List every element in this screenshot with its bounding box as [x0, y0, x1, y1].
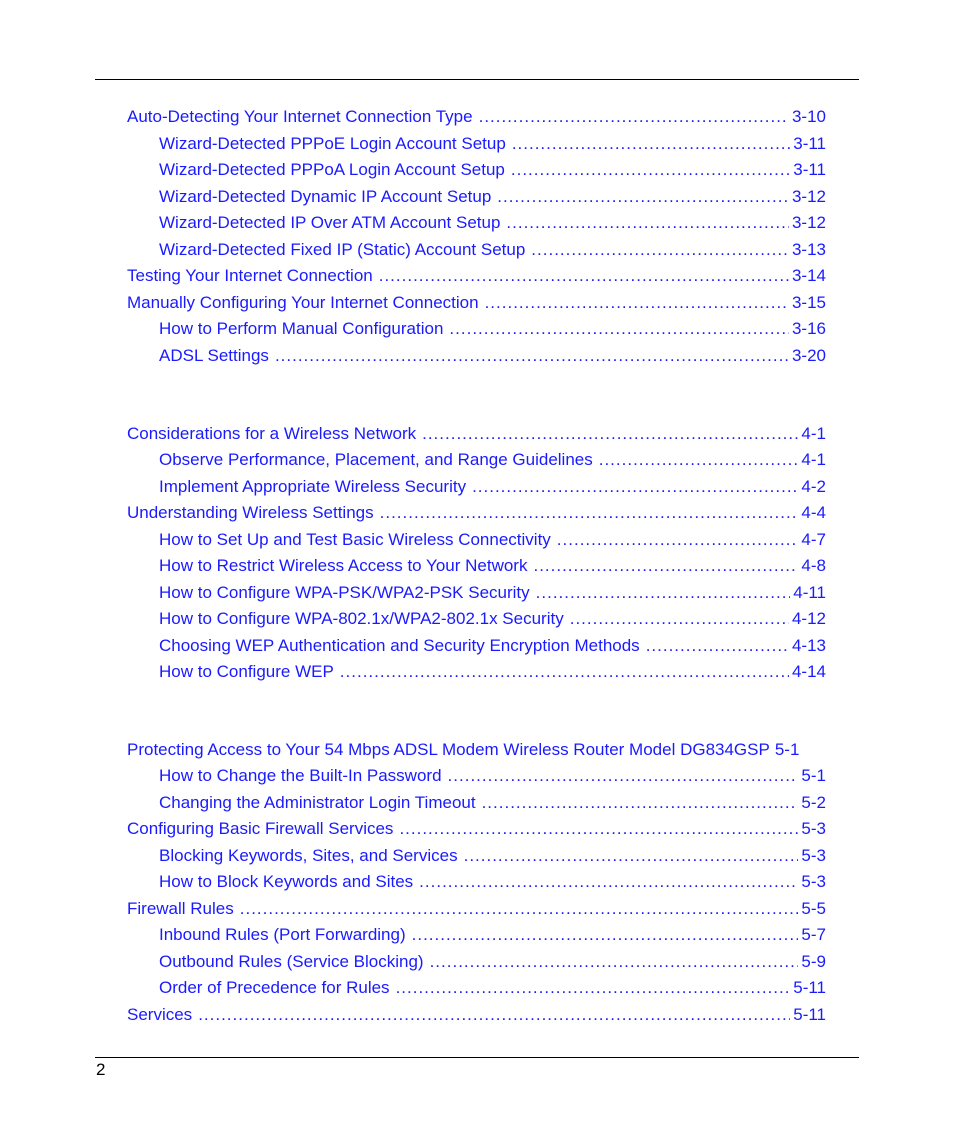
toc-entry-title: Auto-Detecting Your Internet Connection Type	[127, 107, 473, 126]
toc-leader	[485, 292, 789, 314]
toc-entry[interactable]	[127, 292, 826, 314]
toc-entry[interactable]	[159, 476, 826, 498]
toc-leader	[497, 186, 789, 208]
toc-entry-title: How to Configure WEP	[159, 662, 334, 681]
toc-leader	[533, 555, 798, 577]
toc-entry-page: 3-11	[793, 134, 826, 153]
toc-entry[interactable]	[159, 608, 826, 630]
toc-leader	[240, 898, 799, 920]
toc-leader	[512, 133, 790, 155]
toc-entry-title: Wizard-Detected PPPoE Login Account Setup	[159, 134, 506, 153]
toc-leader	[506, 212, 789, 234]
toc-entry-page: 3-20	[791, 346, 826, 365]
toc-entry[interactable]	[127, 818, 826, 840]
toc-entry[interactable]	[159, 133, 826, 155]
toc-leader	[464, 845, 799, 867]
toc-entry[interactable]	[127, 106, 826, 128]
toc-entry-title: How to Perform Manual Configuration	[159, 319, 444, 338]
toc-leader	[422, 423, 798, 445]
toc-entry-page: 5-9	[801, 952, 826, 971]
toc-entry[interactable]	[159, 977, 826, 999]
toc-entry-title: Observe Performance, Placement, and Range Guidelines	[159, 450, 593, 469]
toc-entry-page: 3-11	[793, 160, 826, 179]
toc-entry-title: How to Configure WPA-PSK/WPA2-PSK Security	[159, 583, 530, 602]
toc-entry[interactable]	[127, 265, 826, 287]
toc-entry[interactable]	[159, 212, 826, 234]
toc-leader	[482, 792, 799, 814]
toc-entry[interactable]	[159, 924, 826, 946]
toc-entry[interactable]	[159, 186, 826, 208]
toc-leader	[198, 1004, 790, 1026]
toc-entry-page: 3-10	[791, 107, 826, 126]
toc-entry[interactable]	[159, 449, 826, 471]
toc-leader	[599, 449, 799, 471]
toc-entry-page: 5-3	[801, 846, 826, 865]
toc-entry-page: 3-14	[791, 266, 826, 285]
toc-entry[interactable]	[127, 898, 826, 920]
toc-entry[interactable]	[127, 502, 826, 524]
toc-entry-page: 4-7	[801, 530, 826, 549]
toc-entry-title: Inbound Rules (Port Forwarding)	[159, 925, 406, 944]
toc-entry[interactable]	[159, 318, 826, 340]
toc-leader	[570, 608, 789, 630]
toc-entry-title: Changing the Administrator Login Timeout	[159, 793, 476, 812]
toc-entry-page: 3-13	[791, 240, 826, 259]
toc-entry[interactable]	[159, 159, 826, 181]
toc-entry[interactable]	[159, 582, 826, 604]
toc-leader	[399, 818, 798, 840]
toc-entry-page: 4-12	[791, 609, 826, 628]
toc-entry[interactable]	[159, 871, 826, 893]
toc-entry-title: Implement Appropriate Wireless Security	[159, 477, 467, 496]
toc-entry-title: Understanding Wireless Settings	[127, 503, 374, 522]
toc-entry-title: Testing Your Internet Connection	[127, 266, 373, 285]
toc-leader	[646, 635, 789, 657]
page-number: 2	[96, 1060, 106, 1079]
toc-entry-page: 5-5	[801, 899, 826, 918]
toc-entry-page: 5-2	[801, 793, 826, 812]
toc-entry-page: 4-2	[801, 477, 826, 496]
toc-entry-title: Wizard-Detected Dynamic IP Account Setup	[159, 187, 492, 206]
toc-entry[interactable]	[127, 1004, 826, 1026]
toc-entry-page: 4-4	[801, 503, 826, 522]
toc-entry-title: Wizard-Detected IP Over ATM Account Setup	[159, 213, 501, 232]
toc-entry-page: 5-1	[801, 766, 826, 785]
toc-entry[interactable]	[159, 765, 826, 787]
toc-entry-title: Blocking Keywords, Sites, and Services	[159, 846, 458, 865]
toc-entry[interactable]	[159, 345, 826, 367]
toc-leader	[511, 159, 790, 181]
toc-entry-page: 3-16	[791, 319, 826, 338]
toc-entry-page: 3-15	[791, 293, 826, 312]
toc-entry-title: Order of Precedence for Rules	[159, 978, 390, 997]
toc-leader	[412, 924, 799, 946]
toc-entry-page: 5-3	[801, 872, 826, 891]
toc-leader	[536, 582, 791, 604]
toc-leader	[275, 345, 789, 367]
toc-entry-title: Wizard-Detected PPPoA Login Account Setup	[159, 160, 505, 179]
toc-leader	[448, 765, 799, 787]
toc-leader	[379, 265, 789, 287]
footer-rule	[95, 1057, 859, 1058]
toc-entry-page: 3-12	[791, 187, 826, 206]
toc-entry-page: 4-1	[801, 450, 826, 469]
toc-entry[interactable]	[159, 555, 826, 577]
toc-entry[interactable]	[159, 661, 826, 683]
toc-entry[interactable]	[159, 845, 826, 867]
toc-entry-title: ADSL Settings	[159, 346, 269, 365]
toc-entry-title: Manually Configuring Your Internet Connection	[127, 293, 479, 312]
toc-leader	[396, 977, 791, 999]
toc-leader	[472, 476, 798, 498]
toc-entry-title: How to Change the Built-In Password	[159, 766, 442, 785]
toc-entry[interactable]	[159, 951, 826, 973]
toc-entry-title: Choosing WEP Authentication and Security Encryption Methods	[159, 636, 640, 655]
toc-entry-title: How to Restrict Wireless Access to Your Network	[159, 556, 528, 575]
toc-leader	[380, 502, 799, 524]
toc-entry[interactable]	[159, 529, 826, 551]
toc-leader	[340, 661, 789, 683]
toc-entry-title: How to Block Keywords and Sites	[159, 872, 414, 891]
toc-entry-page: 4-8	[801, 556, 826, 575]
toc-entry-title: Firewall Rules	[127, 899, 234, 918]
toc-entry-page: 4-1	[801, 424, 826, 443]
toc-entry-page: 5-3	[801, 819, 826, 838]
toc-entry-page: 5-7	[801, 925, 826, 944]
toc-entry-page: 4-13	[791, 636, 826, 655]
toc-entry-title: Services	[127, 1005, 193, 1024]
toc-entry-page: 5-1	[774, 740, 800, 759]
toc-entry-title: How to Configure WPA-802.1x/WPA2-802.1x Security	[159, 609, 564, 628]
toc-entry[interactable]	[159, 635, 826, 657]
toc-entry-page: 4-14	[791, 662, 826, 681]
toc-entry-title: Wizard-Detected Fixed IP (Static) Account Setup	[159, 240, 526, 259]
toc-entry-title: Protecting Access to Your 54 Mbps ADSL Modem Wireless Router Model DG834GSP	[127, 740, 770, 759]
toc-entry[interactable]	[127, 739, 826, 761]
toc-entry-page: 5-11	[793, 978, 826, 997]
toc-entry-page: 3-12	[791, 213, 826, 232]
toc-entry-title: How to Set Up and Test Basic Wireless Connectivity	[159, 530, 551, 549]
toc-entry-page: 5-11	[793, 1005, 826, 1024]
toc-leader	[531, 239, 789, 261]
toc-entry[interactable]	[127, 423, 826, 445]
toc-entry-page: 4-11	[793, 583, 826, 602]
toc-leader	[449, 318, 789, 340]
toc-leader	[430, 951, 799, 973]
toc-entry-title: Configuring Basic Firewall Services	[127, 819, 394, 838]
toc-entry[interactable]	[159, 792, 826, 814]
toc-entry[interactable]	[159, 239, 826, 261]
toc-entry-title: Outbound Rules (Service Blocking)	[159, 952, 424, 971]
toc-leader	[557, 529, 799, 551]
toc-entry-title: Considerations for a Wireless Network	[127, 424, 417, 443]
toc-leader	[419, 871, 798, 893]
toc-leader	[479, 106, 789, 128]
